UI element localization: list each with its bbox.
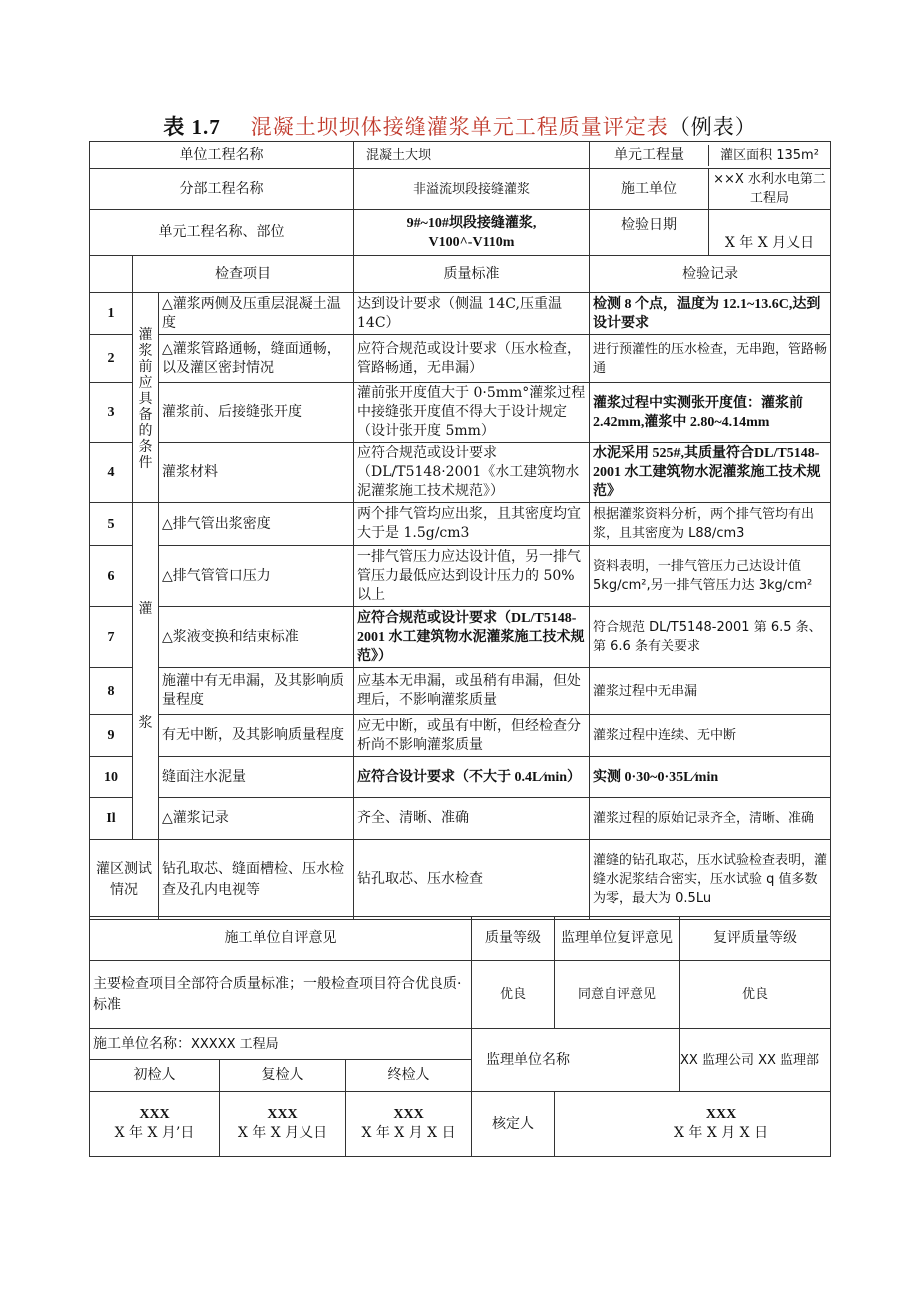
supervisor-name-label: 监理单位名称: [472, 1029, 680, 1092]
evaluation-table: [89, 916, 831, 1157]
element-name-value: 9#~10#坝段接缝灌浆, V100^-V110m: [354, 210, 590, 256]
re-signature: XXX X 年 X 月乂日: [220, 1092, 346, 1157]
group-grouting: 灌 浆: [133, 503, 159, 840]
final-inspector-label: 终检人: [346, 1060, 472, 1092]
re-grade-value: 优良: [680, 961, 831, 1029]
contractor-label: 施工单位: [590, 169, 709, 209]
table-number: 表 1.7: [163, 115, 221, 139]
initial-inspector-label: 初检人: [90, 1060, 220, 1092]
table-title-suffix: （例表）: [668, 115, 757, 139]
table-row: 1 灌浆前应具备的条件 △灌浆两侧及压重层混凝土温度 达到设计要求（侧温 14C,压重温 14C） 检测 8 个点，温度为 12.1~13.6C,达到设计要求: [90, 293, 831, 335]
supervisor-name-value: XX 监理公司 XX 监理部: [680, 1029, 831, 1092]
grade-value: 优良: [472, 961, 555, 1029]
re-grade-label: 复评质量等级: [680, 917, 831, 961]
table-row: 3 灌浆前、后接缝张开度 灌前张开度值大于 0·5mm°灌浆过程中接缝张开度值不得大于设计规定（设计张开度 5mm） 灌浆过程中实测张开度值：灌浆前2.42mm,灌浆中 2.80~4.14mm: [90, 383, 831, 443]
grade-label: 质量等级: [472, 917, 555, 961]
table-row: 6 △排气管管口压力 一排气管压力应达设计值，另一排气管压力最低应达到设计压力的 50%以上 资料表明，一排气管压力己达设计值5kg∕cm²,另一排气管压力达 3kg∕cm²: [90, 546, 831, 607]
approver-signature: XXX X 年 X 月 X 日: [555, 1092, 831, 1157]
test-row-label: 灌区测试情况: [90, 840, 159, 920]
page-title: [0, 111, 920, 141]
quality-table: [89, 141, 831, 920]
element-qty-value: 灌区面积 135m²: [720, 147, 819, 163]
table-row: Il △灌浆记录 齐全、清晰、准确 灌浆过程的原始记录齐全，清晰、准确: [90, 798, 831, 840]
group-pre-grout: 灌浆前应具备的条件: [133, 293, 159, 503]
inspect-date-value: X 年 X 月乂日: [724, 235, 815, 251]
column-header-record: 检验记录: [590, 256, 831, 293]
test-row: [90, 840, 831, 920]
sub-project-value: 非溢流坝段接缝灌浆: [354, 169, 590, 210]
element-qty-label: 单元工程量: [590, 145, 709, 166]
contractor-value: ××X 水利水电第二工程局: [713, 172, 826, 206]
approver-label: 核定人: [472, 1092, 555, 1157]
test-row-record: 灌缝的钻孔取芯，压水试验检查表明，灌缝水泥浆结合密实，压水试验 q 值多数为零，最大为 0.5Lu: [590, 840, 831, 920]
table-row: 2 △灌浆管路通畅，缝面通畅，以及灌区密封情况 应符合规范或设计要求（压水检查，管路畅通，无串漏） 进行预灌性的压水检查，无串跑，管路畅通: [90, 335, 831, 383]
element-name-label: 单元工程名称、部位: [90, 210, 354, 256]
unit-project-label: 单位工程名称: [90, 142, 354, 169]
self-eval-text: 主要检查项目全部符合质量标准；一般检查项目符合优良质·标准: [90, 961, 472, 1029]
inspect-date-label: 检验日期: [590, 210, 709, 255]
test-row-item: 钻孔取芯、缝面槽检、压水检查及孔内电视等: [159, 840, 354, 920]
table-title: 混凝土坝坝体接缝灌浆单元工程质量评定表: [250, 115, 669, 139]
self-eval-label: 施工单位自评意见: [90, 917, 472, 961]
supervisor-eval-label: 监理单位复评意见: [555, 917, 680, 961]
supervisor-eval-text: 同意自评意见: [555, 961, 680, 1029]
initial-signature: XXX X 年 X 月’日: [90, 1092, 220, 1157]
final-signature: XXX X 年 X 月 X 日: [346, 1092, 472, 1157]
sub-project-label: 分部工程名称: [90, 169, 354, 210]
re-inspector-label: 复检人: [220, 1060, 346, 1092]
table-row: 4 灌浆材料 应符合规范或设计要求（DL/T5148·2001《水工建筑物水泥灌浆施工技术规范》） 水泥采用 525#,其质量符合DL/T5148-2001 水工建筑物水泥灌浆施工技术规范》: [90, 443, 831, 503]
contractor-name: 施工单位名称：XXXXX 工程局: [90, 1029, 472, 1060]
test-row-standard: 钻孔取芯、压水检查: [354, 840, 590, 920]
table-row: 9 有无中断，及其影响质量程度 应无中断，或虽有中断，但经检查分析尚不影响灌浆质量 灌浆过程中连续、无中断: [90, 715, 831, 757]
column-header-item: 检查项目: [133, 256, 354, 293]
unit-project-value: 混凝土大坝: [354, 142, 590, 169]
table-row: 7 △浆液变换和结束标准 应符合规范或设计要求（DL/T5148-2001 水工建筑物水泥灌浆施工技术规范》） 符合规范 DL/T5148-2001 第 6.5 条、第 6.6 条有关要求: [90, 607, 831, 668]
table-row: 10 缝面注水泥量 应符合设计要求（不大于 0.4L∕min） 实测 0·30~0·35L∕min: [90, 757, 831, 798]
table-row: 8 施灌中有无串漏，及其影响质量程度 应基本无串漏，或虽稍有串漏，但处理后，不影响灌浆质量 灌浆过程中无串漏: [90, 668, 831, 715]
table-row: 5 灌 浆 △排气管出浆密度 两个排气管均应出浆，且其密度均宜大于是 1.5g∕cm3 根据灌浆资料分析，两个排气管均有出浆，且其密度为 L88∕cm3: [90, 503, 831, 546]
column-header-standard: 质量标准: [354, 256, 590, 293]
